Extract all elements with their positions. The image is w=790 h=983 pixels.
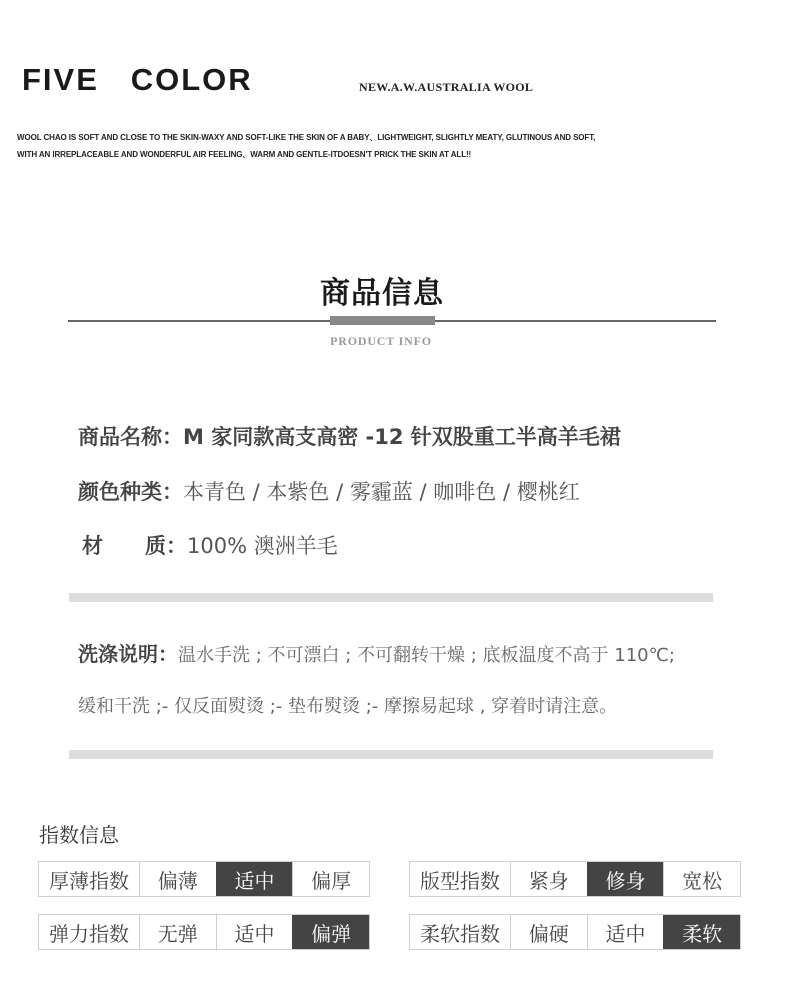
washing-text-1: 温水手洗 ; 不可漂白 ; 不可翻转干燥 ; 底板温度不高于 110℃; [178, 645, 675, 666]
index-label: 版型指数 [419, 868, 500, 893]
brand-tagline: NEW.A.W.AUSTRALIA WOOL [359, 80, 534, 94]
product-material-value: 100% 澳洲羊毛 [187, 534, 338, 558]
index-label: 弹力指数 [48, 921, 129, 946]
index-option: 偏厚 [292, 862, 369, 896]
index-option: 无弹 [139, 915, 216, 949]
washing-instructions-line-2: 缓和干洗 ;- 仅反面熨烫 ;- 垫布熨烫 ;- 摩擦易起球 , 穿着时请注意。 [78, 696, 618, 717]
index-table-thickness [38, 861, 370, 897]
index-option: 适中 [587, 915, 664, 949]
section-title: 商品信息 [320, 276, 444, 311]
product-color-row [78, 476, 580, 506]
product-name-value: M 家同款高支高密 -12 针双股重工半高羊毛裙 [183, 425, 621, 449]
index-option: 偏薄 [139, 862, 216, 896]
product-material-row [82, 530, 338, 560]
divider-bar-2 [69, 750, 713, 759]
washing-label: 洗涤说明： [78, 642, 178, 666]
index-option-selected: 柔软 [663, 915, 740, 949]
brand-description-line-1: WOOL CHAO IS SOFT AND CLOSE TO THE SKIN-WAXY AND SOFT-LIKE THE SKIN OF A BABY、LIGHTWEIGHT, SLIGHTLY MEATY, GLUTINOUS AND SOFT, [17, 133, 596, 142]
product-name-label: 商品名称： [78, 425, 183, 449]
product-name-row [78, 421, 621, 451]
brand-description-line-2: WITH AN IRREPLACEABLE AND WONDERFUL AIR FEELING、WARM AND GENTLE-ITDOESN'T PRICK THE SKIN AT ALL!! [17, 150, 472, 159]
brand-logo: FIVE COLOR [22, 62, 253, 97]
product-material-label: 材 质： [82, 534, 187, 558]
index-option: 偏硬 [510, 915, 587, 949]
product-color-value: 本青色 / 本紫色 / 雾霾蓝 / 咖啡色 / 樱桃红 [183, 480, 580, 504]
washing-instructions-line-1 [78, 638, 675, 667]
product-color-label: 颜色种类： [78, 480, 183, 504]
index-table-elasticity [38, 914, 370, 950]
index-option-selected: 适中 [216, 862, 293, 896]
index-table-fit [409, 861, 741, 897]
index-label: 厚薄指数 [48, 868, 129, 893]
index-table-softness [409, 914, 741, 950]
index-label: 柔软指数 [419, 921, 500, 946]
index-info-title: 指数信息 [39, 823, 119, 847]
divider-bar-1 [69, 593, 713, 602]
index-option: 适中 [216, 915, 293, 949]
index-option: 宽松 [663, 862, 740, 896]
index-option: 紧身 [510, 862, 587, 896]
section-divider-accent [330, 316, 435, 325]
section-subtitle: PRODUCT INFO [330, 334, 432, 348]
index-option-selected: 偏弹 [292, 915, 369, 949]
index-option-selected: 修身 [587, 862, 664, 896]
